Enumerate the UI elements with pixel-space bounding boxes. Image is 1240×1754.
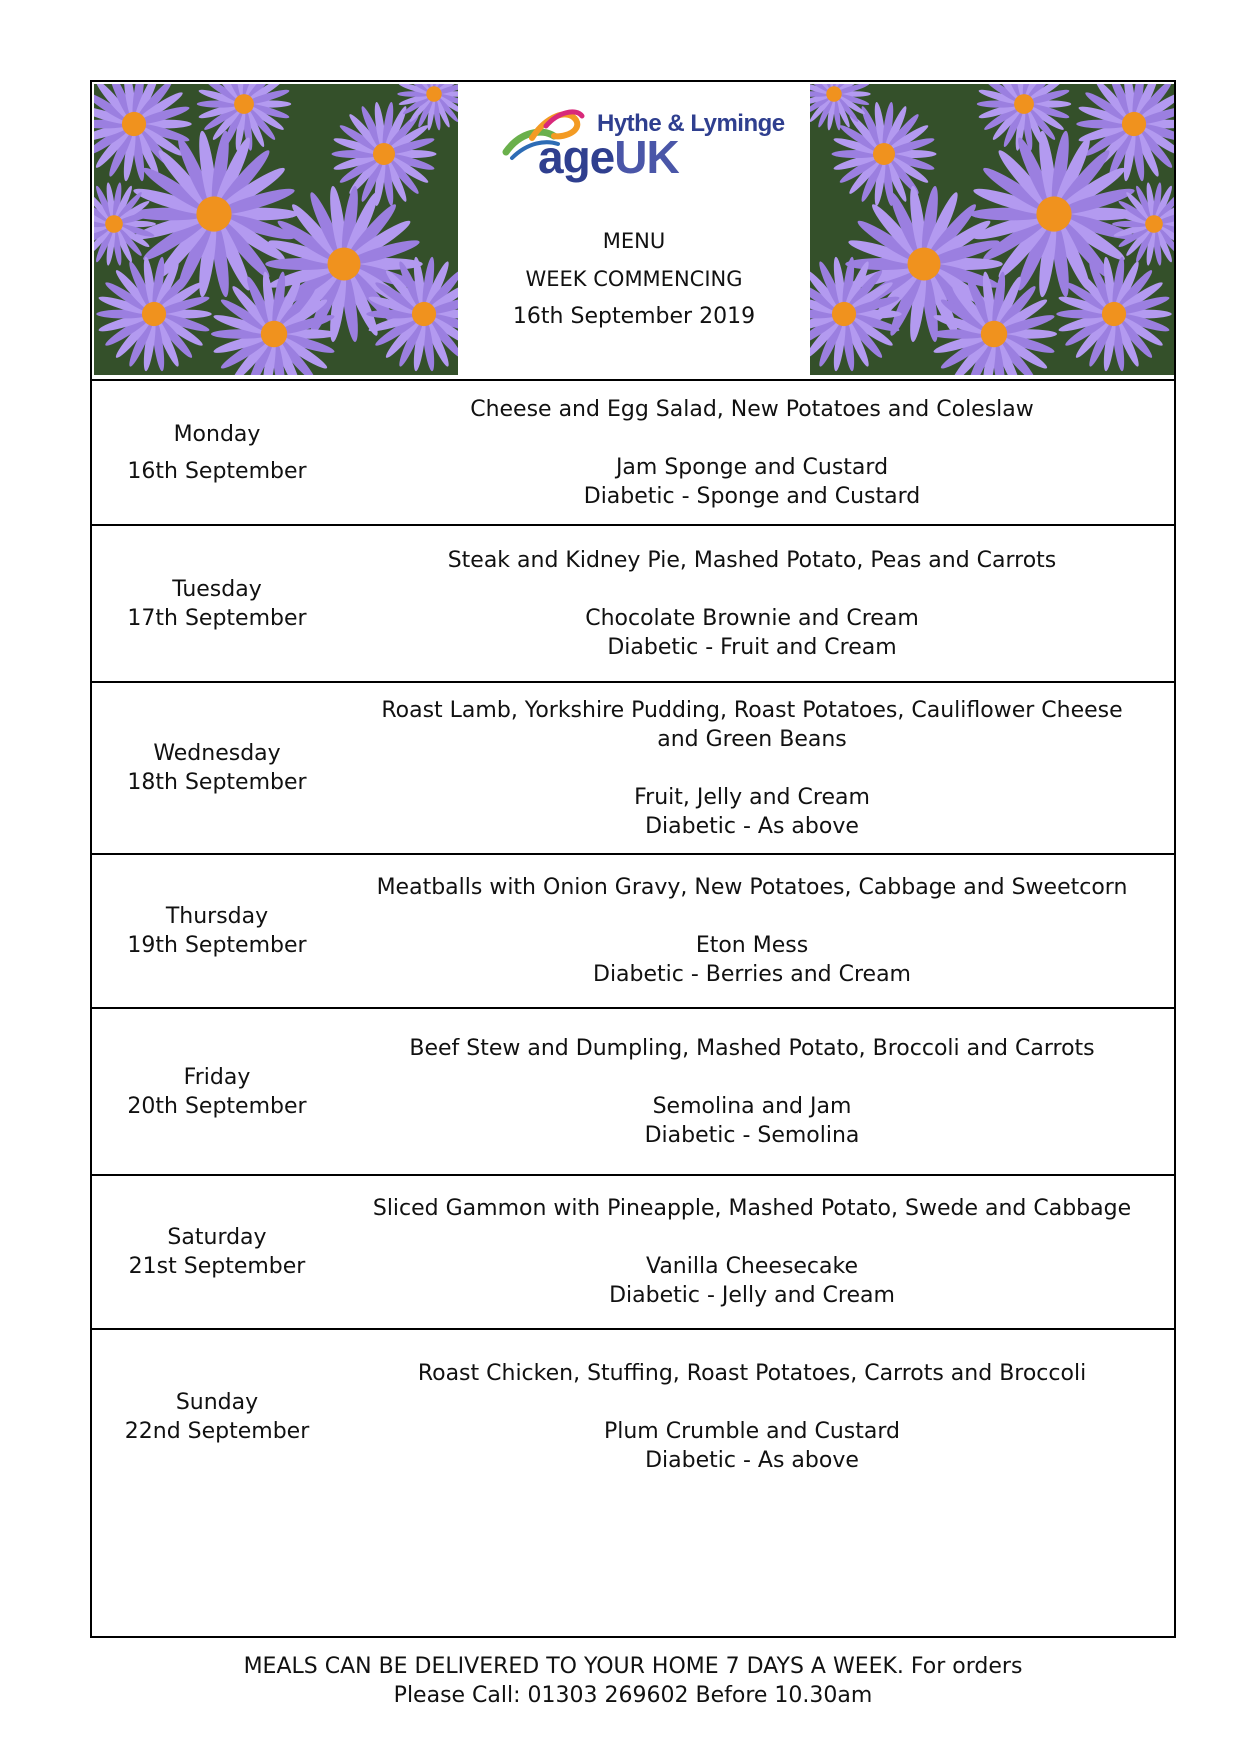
meal-cell (352, 381, 1152, 524)
day-cell (92, 381, 342, 524)
menu-table (90, 80, 1176, 1638)
diabetic-option: Diabetic - Jelly and Cream (609, 1283, 895, 1308)
footer-line-1: MEALS CAN BE DELIVERED TO YOUR HOME 7 DAYS A WEEK. For orders (243, 1654, 1023, 1679)
day-cell (92, 1330, 342, 1504)
diabetic-option: Diabetic - Semolina (644, 1122, 860, 1148)
meal-cell (352, 1009, 1152, 1174)
menu-row-monday (92, 381, 1174, 526)
aster-flowers-image (810, 84, 1174, 375)
day-date: 16th September (127, 458, 307, 484)
day-date: 17th September (127, 605, 307, 631)
day-cell (92, 526, 342, 681)
main-course: Roast Chicken, Stuffing, Roast Potatoes, Carrots and Broccoli (417, 1361, 1087, 1386)
day-name: Wednesday (153, 741, 281, 766)
diabetic-option: Diabetic - Fruit and Cream (607, 634, 897, 660)
day-cell (92, 1009, 342, 1174)
day-date: 22nd September (124, 1419, 310, 1444)
week-commencing-label: WEEK COMMENCING (525, 267, 743, 291)
diabetic-option: Diabetic - As above (645, 813, 859, 839)
main-course: Roast Lamb, Yorkshire Pudding, Roast Potatoes, Cauliflower Cheese (381, 697, 1123, 723)
menu-title: MENU (602, 229, 666, 253)
day-date: 20th September (127, 1093, 307, 1119)
delivery-footer (90, 1652, 1176, 1710)
menu-row-sunday (92, 1330, 1174, 1636)
diabetic-option: Diabetic - As above (645, 1448, 859, 1473)
menu-row-tuesday (92, 526, 1174, 683)
dessert: Vanilla Cheesecake (645, 1254, 859, 1279)
flower-photo-left (94, 84, 458, 375)
main-course: Meatballs with Onion Gravy, New Potatoes, Cabbage and Sweetcorn (376, 875, 1128, 900)
dessert: Fruit, Jelly and Cream (634, 784, 870, 810)
footer-line-2: Please Call: 01303 269602 Before 10.30am (393, 1683, 873, 1708)
menu-header (92, 82, 1174, 381)
day-name: Tuesday (172, 576, 262, 602)
week-date: 16th September 2019 (512, 304, 756, 329)
menu-row-friday (92, 1009, 1174, 1176)
menu-row-wednesday (92, 683, 1174, 855)
meal-cell (352, 1176, 1152, 1328)
age-uk-logo (502, 106, 785, 186)
menu-row-saturday (92, 1176, 1174, 1330)
day-date: 19th September (127, 933, 307, 958)
main-course: Beef Stew and Dumpling, Mashed Potato, Broccoli and Carrots (409, 1035, 1095, 1061)
day-name: Thursday (165, 904, 269, 929)
day-cell (92, 855, 342, 1007)
logo-org-name: Hythe & Lyminge (597, 110, 785, 137)
day-cell (92, 683, 342, 853)
logo-brand-name: ageUK (538, 131, 679, 183)
meal-cell (352, 855, 1152, 1007)
main-course: Sliced Gammon with Pineapple, Mashed Potato, Swede and Cabbage (372, 1196, 1132, 1221)
flower-photo-right (810, 84, 1174, 375)
menu-title-block (458, 222, 810, 336)
day-name: Sunday (175, 1390, 259, 1415)
dessert: Eton Mess (695, 933, 809, 958)
day-name: Monday (173, 421, 261, 447)
main-course-cont: and Green Beans (657, 726, 847, 752)
day-name: Saturday (167, 1225, 267, 1250)
main-course: Steak and Kidney Pie, Mashed Potato, Peas and Carrots (447, 547, 1057, 573)
dessert: Plum Crumble and Custard (603, 1419, 900, 1444)
dessert: Semolina and Jam (652, 1093, 852, 1119)
day-date: 18th September (127, 770, 307, 795)
day-date: 21st September (128, 1254, 306, 1279)
dessert: Jam Sponge and Custard (615, 454, 889, 480)
aster-flowers-image (94, 84, 458, 375)
menu-row-thursday (92, 855, 1174, 1009)
main-course: Cheese and Egg Salad, New Potatoes and Coleslaw (470, 396, 1034, 422)
day-cell (92, 1176, 342, 1328)
diabetic-option: Diabetic - Berries and Cream (593, 962, 911, 987)
meal-cell (352, 526, 1152, 681)
diabetic-option: Diabetic - Sponge and Custard (583, 483, 921, 509)
meal-cell (352, 1330, 1152, 1504)
meal-cell (352, 683, 1152, 853)
day-name: Friday (183, 1064, 251, 1090)
dessert: Chocolate Brownie and Cream (585, 605, 919, 631)
